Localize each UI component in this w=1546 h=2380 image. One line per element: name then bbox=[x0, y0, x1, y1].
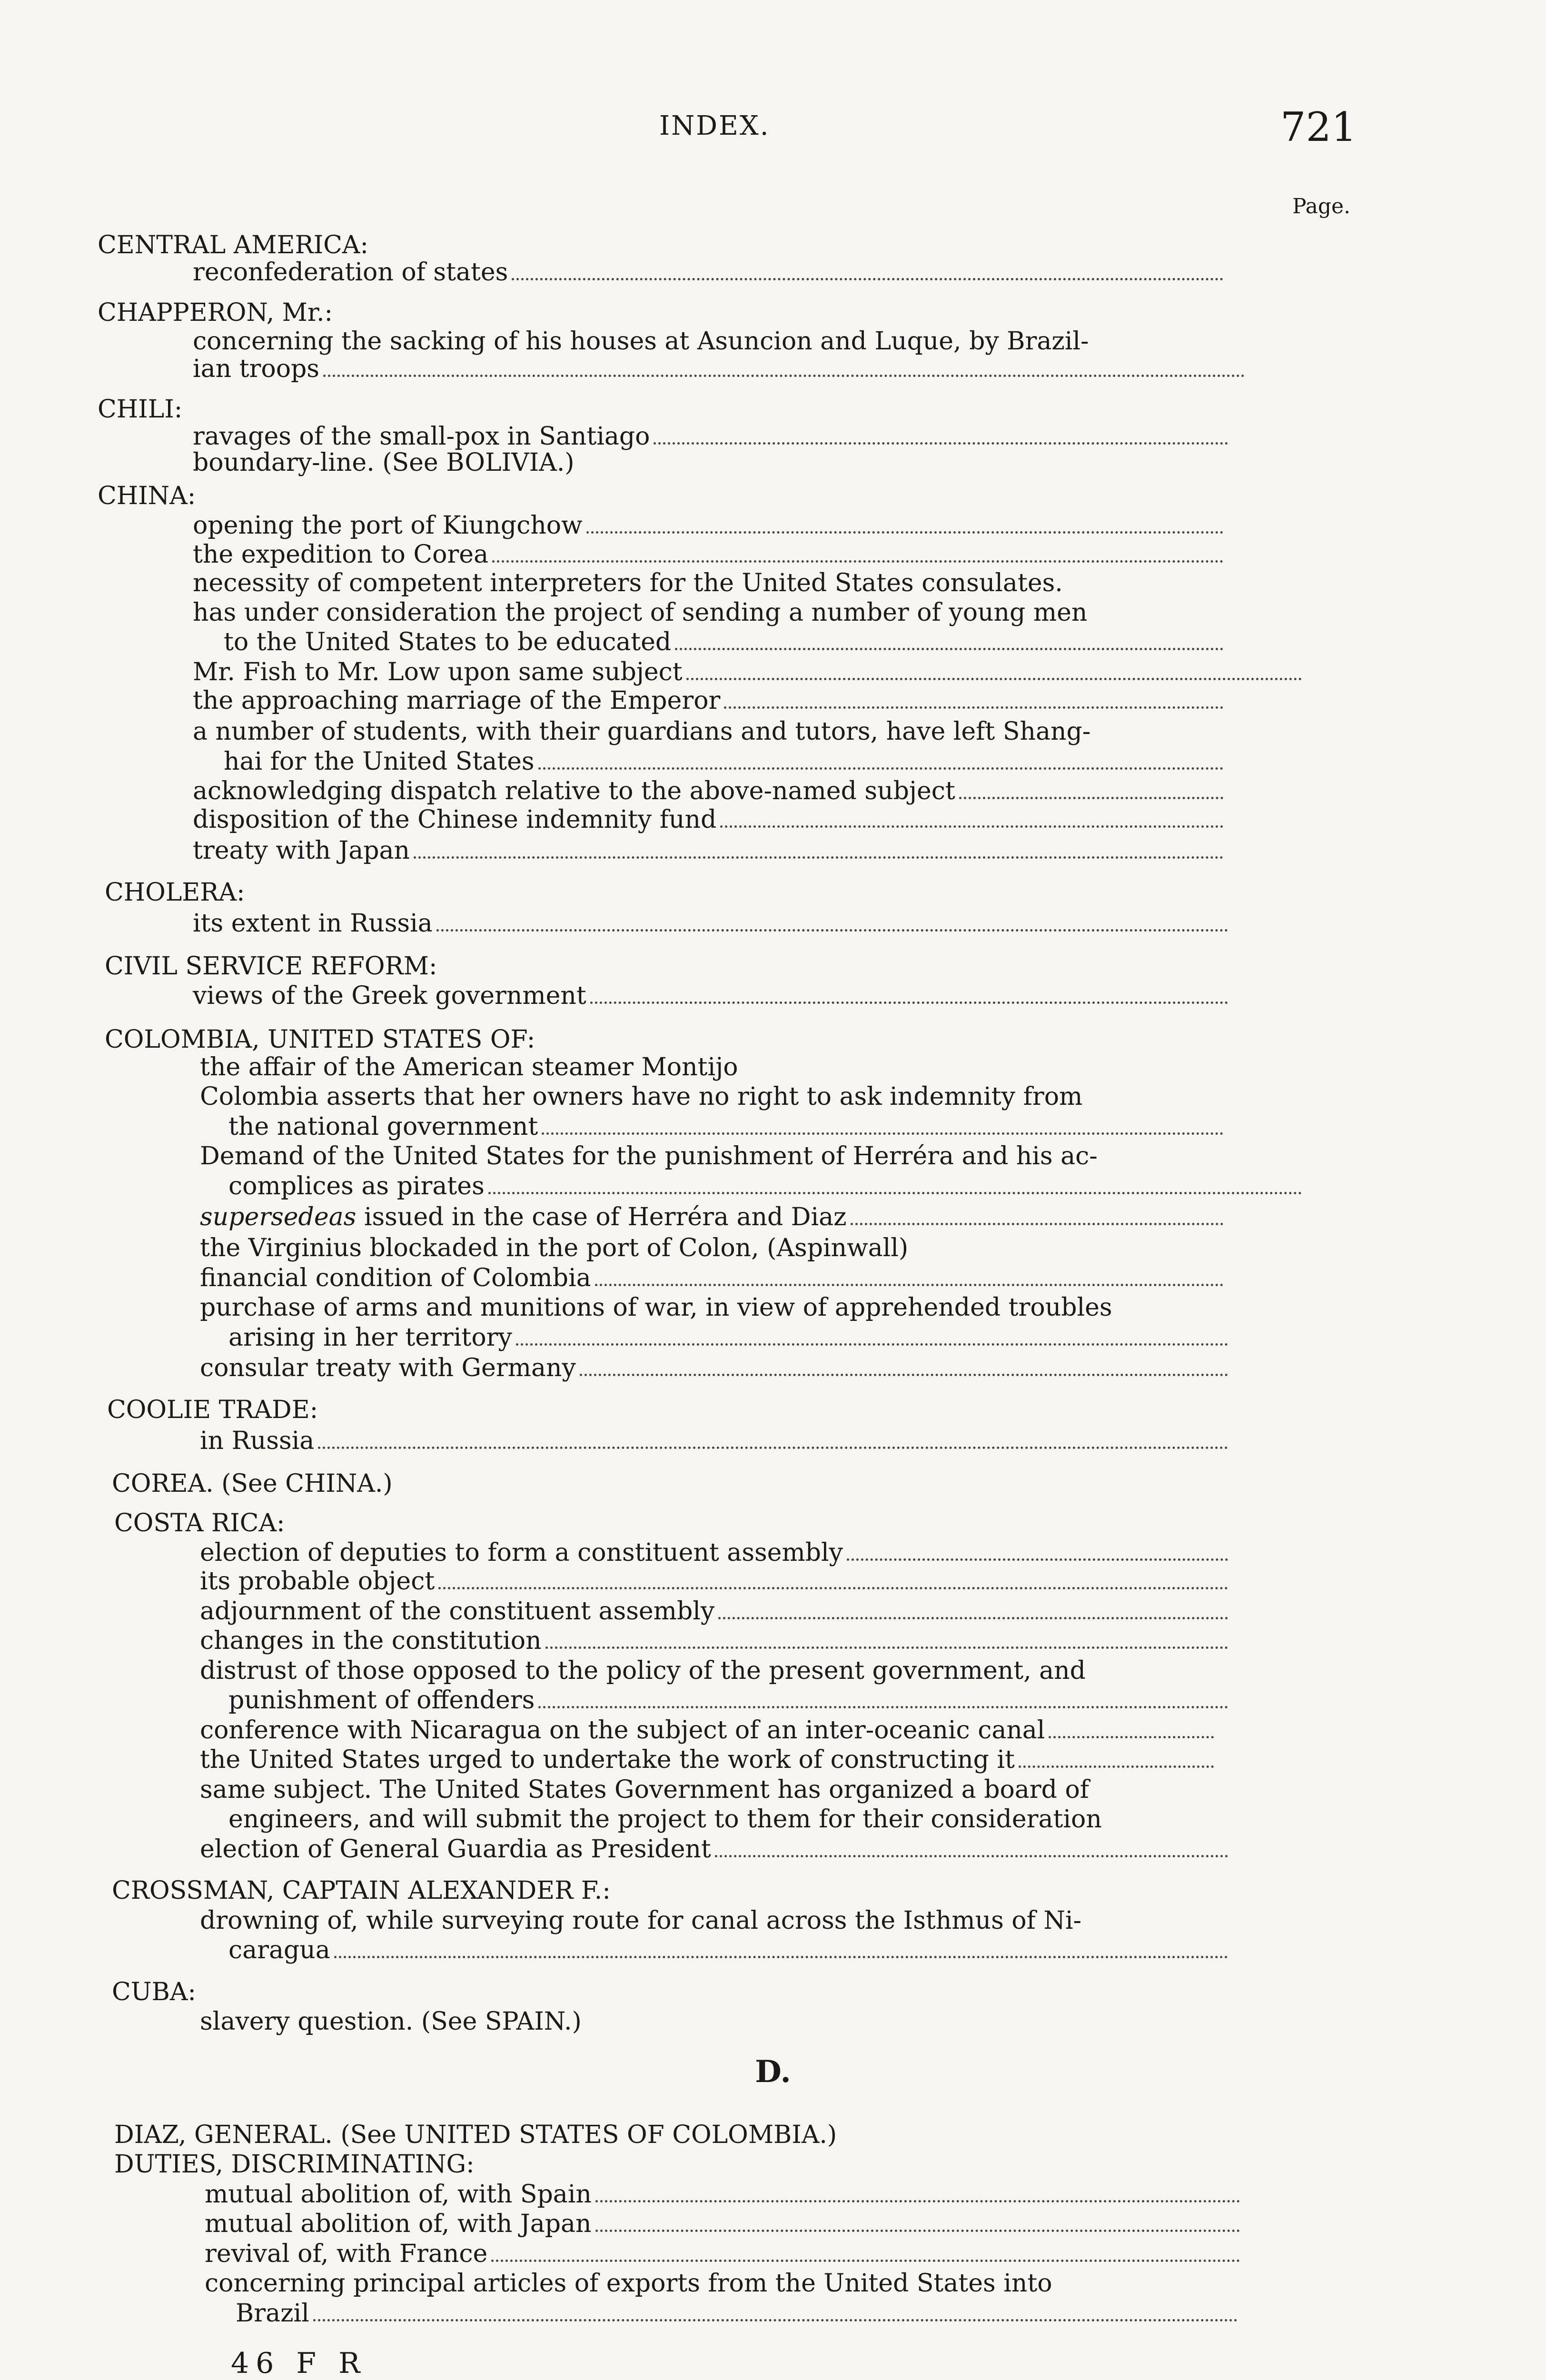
index-entry-line bbox=[193, 326, 1089, 357]
entry-text: acknowledging dispatch relative to the above-named subject bbox=[193, 777, 955, 805]
section-letter: D. bbox=[755, 2054, 791, 2090]
entry-text: to the United States to be educated bbox=[224, 628, 672, 656]
entry-text: views of the Greek government bbox=[193, 982, 586, 1010]
index-entry-line bbox=[98, 230, 368, 260]
index-entry-line bbox=[193, 981, 1233, 1011]
index-entry-line bbox=[200, 1656, 1086, 1686]
entry-text: adjournment of the constituent assembly bbox=[200, 1597, 715, 1626]
entry-text: complices as pirates bbox=[228, 1172, 485, 1200]
entry-text: CHAPPERON, Mr.: bbox=[98, 298, 333, 327]
dot-leader bbox=[414, 856, 1223, 859]
entry-text: opening the port of Kiungchow bbox=[193, 511, 583, 540]
entry-text: the affair of the American steamer Montijo bbox=[200, 1053, 738, 1081]
index-entry-line bbox=[200, 1353, 1233, 1383]
dot-leader bbox=[542, 1132, 1223, 1135]
entry-text: DUTIES, DISCRIMINATING: bbox=[114, 2150, 475, 2179]
index-entry-line bbox=[200, 1263, 1228, 1293]
index-entry-line bbox=[205, 2209, 1245, 2239]
index-entry-line bbox=[193, 908, 1233, 939]
dot-leader bbox=[715, 1855, 1228, 1857]
index-entry-line bbox=[200, 1141, 1098, 1171]
dot-leader bbox=[512, 278, 1223, 280]
index-entry-line bbox=[193, 597, 1087, 628]
index-entry-line bbox=[193, 447, 575, 478]
index-entry-line bbox=[228, 1111, 1228, 1142]
index-entry-line bbox=[114, 2149, 475, 2180]
index-entry-line bbox=[114, 1508, 285, 1538]
entry-text: ian troops bbox=[193, 355, 319, 383]
index-entry-line bbox=[193, 539, 1228, 570]
dot-leader bbox=[847, 1558, 1228, 1561]
entry-text: the Virginius blockaded in the port of Colon, (Aspinwall) bbox=[200, 1234, 909, 1262]
index-entry-line bbox=[193, 657, 1307, 687]
index-entry-line bbox=[112, 1468, 393, 1499]
index-entry-line bbox=[98, 481, 196, 511]
entry-text: Mr. Fish to Mr. Low upon same subject bbox=[193, 658, 683, 686]
dot-leader bbox=[595, 2230, 1240, 2232]
index-entry-line bbox=[200, 1081, 1082, 1112]
index-entry-line bbox=[112, 1875, 611, 1906]
page-column-label: Page. bbox=[1292, 194, 1351, 218]
entry-text: supersedeas issued in the case of Herréra and Diaz bbox=[200, 1203, 847, 1231]
dot-leader bbox=[488, 1192, 1302, 1194]
index-entry-line bbox=[200, 2006, 582, 2037]
index-entry-line bbox=[193, 776, 1228, 806]
entry-text: has under consideration the project of sending a number of young men bbox=[193, 598, 1088, 627]
dot-leader bbox=[438, 1587, 1228, 1589]
index-entry-line bbox=[193, 354, 1249, 384]
index-entry-line bbox=[200, 1426, 1233, 1456]
dot-leader bbox=[720, 825, 1223, 828]
entry-text: Brazil bbox=[236, 2299, 309, 2328]
entry-text: its probable object bbox=[200, 1567, 435, 1596]
page-number: 721 bbox=[1280, 104, 1357, 150]
index-entry-line bbox=[228, 1935, 1233, 1965]
index-entry-line bbox=[200, 1052, 738, 1082]
entry-text: DIAZ, GENERAL. (See UNITED STATES OF COLOMBIA.) bbox=[114, 2121, 837, 2149]
dot-leader bbox=[545, 1646, 1228, 1649]
index-entry-line bbox=[228, 1322, 1233, 1353]
entry-text: mutual abolition of, with Spain bbox=[205, 2180, 592, 2209]
entry-text: concerning principal articles of exports from the United States into bbox=[205, 2269, 1052, 2298]
index-entry-line bbox=[200, 1233, 908, 1263]
index-entry-line bbox=[193, 716, 1090, 747]
entry-italic-text: supersedeas bbox=[200, 1203, 357, 1231]
index-entry-line bbox=[193, 685, 1228, 716]
dot-leader bbox=[491, 2260, 1240, 2262]
dot-leader bbox=[586, 531, 1223, 534]
index-entry-line bbox=[200, 1596, 1233, 1626]
index-entry-line bbox=[236, 2298, 1242, 2329]
dot-leader bbox=[538, 1706, 1228, 1708]
dot-leader bbox=[851, 1223, 1224, 1225]
entry-text: COSTA RICA: bbox=[114, 1509, 285, 1537]
dot-leader bbox=[334, 1956, 1228, 1958]
entry-text: the national government bbox=[228, 1112, 538, 1141]
index-entry-line bbox=[200, 1715, 1219, 1745]
entry-text: consular treaty with Germany bbox=[200, 1354, 576, 1382]
entry-text: conference with Nicaragua on the subject of an inter-oceanic canal bbox=[200, 1716, 1045, 1745]
dot-leader bbox=[959, 797, 1223, 799]
dot-leader bbox=[1049, 1736, 1214, 1738]
entry-text: concerning the sacking of his houses at Asuncion and Luque, by Brazil- bbox=[193, 327, 1089, 356]
index-entry-line bbox=[107, 1395, 318, 1425]
index-entry-line bbox=[224, 746, 1228, 777]
index-entry-line bbox=[228, 1171, 1307, 1201]
entry-text: the United States urged to undertake the work of constructing it bbox=[200, 1745, 1015, 1774]
entry-text: Demand of the United States for the punishment of Herréra and his ac- bbox=[200, 1142, 1098, 1170]
entry-text: treaty with Japan bbox=[193, 836, 410, 865]
entry-text: in Russia bbox=[200, 1427, 315, 1455]
index-entry-line bbox=[200, 1292, 1112, 1323]
entry-text: ravages of the small-pox in Santiago bbox=[193, 422, 650, 451]
dot-leader bbox=[1019, 1765, 1214, 1768]
index-entry-line bbox=[193, 804, 1228, 835]
entry-text: changes in the constitution bbox=[200, 1626, 542, 1655]
entry-text: revival of, with France bbox=[205, 2240, 488, 2268]
index-entry-line bbox=[98, 298, 333, 328]
entry-text: CHILI: bbox=[98, 395, 183, 424]
entry-text: COREA. (See CHINA.) bbox=[112, 1469, 393, 1498]
index-entry-line bbox=[200, 1626, 1233, 1656]
dot-leader bbox=[590, 1002, 1228, 1004]
signature-mark: 46 F R bbox=[231, 2347, 367, 2380]
index-entry-line bbox=[193, 568, 1063, 598]
index-entry-line bbox=[200, 1202, 1228, 1232]
dot-leader bbox=[516, 1343, 1228, 1346]
index-entry-line bbox=[200, 1905, 1081, 1936]
entry-text: CHINA: bbox=[98, 482, 196, 510]
entry-text: its extent in Russia bbox=[193, 909, 433, 938]
entry-text: CHOLERA: bbox=[105, 878, 245, 907]
index-entry-line bbox=[200, 1566, 1233, 1597]
entry-text: the expedition to Corea bbox=[193, 540, 489, 569]
dot-leader bbox=[718, 1617, 1228, 1619]
entry-text: arising in her territory bbox=[228, 1323, 512, 1352]
entry-text: slavery question. (See SPAIN.) bbox=[200, 2007, 582, 2036]
index-entry-line bbox=[224, 627, 1228, 657]
dot-leader bbox=[323, 375, 1245, 377]
entry-text: CROSSMAN, CAPTAIN ALEXANDER F.: bbox=[112, 1876, 611, 1905]
entry-text: CENTRAL AMERICA: bbox=[98, 231, 369, 259]
entry-text: same subject. The United States Government has organized a board of bbox=[200, 1775, 1090, 1804]
entry-text: CIVIL SERVICE REFORM: bbox=[105, 952, 437, 981]
index-entry-line bbox=[200, 1745, 1219, 1775]
index-entry-line bbox=[228, 1685, 1233, 1716]
index-entry-line bbox=[112, 1977, 196, 2007]
dot-leader bbox=[595, 1284, 1223, 1286]
dot-leader bbox=[675, 648, 1223, 650]
entry-text: caragua bbox=[228, 1936, 330, 1964]
entry-text: CUBA: bbox=[112, 1978, 196, 2006]
index-entry-line bbox=[105, 1024, 535, 1055]
dot-leader bbox=[595, 2200, 1240, 2202]
dot-leader bbox=[492, 560, 1223, 563]
entry-text: COOLIE TRADE: bbox=[107, 1396, 318, 1424]
index-entry-line bbox=[105, 951, 437, 982]
entry-text: necessity of competent interpreters for the United States consulates. bbox=[193, 569, 1063, 597]
index-entry-line bbox=[193, 257, 1228, 288]
dot-leader bbox=[313, 2319, 1238, 2321]
index-entry-line bbox=[200, 1537, 1233, 1568]
entry-text: punishment of offenders bbox=[228, 1686, 535, 1715]
index-entry-line bbox=[200, 1834, 1233, 1864]
entry-text: election of deputies to form a constituent assembly bbox=[200, 1538, 843, 1567]
index-entry-line bbox=[205, 2179, 1245, 2210]
dot-leader bbox=[538, 767, 1223, 770]
index-entry-line bbox=[114, 2120, 837, 2150]
entry-text: boundary-line. (See BOLIVIA.) bbox=[193, 448, 575, 477]
dot-leader bbox=[318, 1447, 1228, 1449]
entry-text: the approaching marriage of the Emperor bbox=[193, 686, 721, 715]
index-entry-line bbox=[105, 877, 245, 908]
dot-leader bbox=[724, 706, 1223, 709]
dot-leader bbox=[436, 929, 1228, 932]
index-entry-line bbox=[205, 2239, 1245, 2269]
entry-text: Colombia asserts that her owners have no right to ask indemnity from bbox=[200, 1082, 1083, 1111]
index-entry-line bbox=[98, 394, 182, 425]
dot-leader bbox=[580, 1374, 1228, 1376]
entry-text: drowning of, while surveying route for canal across the Isthmus of Ni- bbox=[200, 1906, 1082, 1935]
entry-text: reconfederation of states bbox=[193, 258, 508, 287]
index-entry-line bbox=[193, 510, 1228, 541]
entry-text: distrust of those opposed to the policy of the present government, and bbox=[200, 1656, 1086, 1685]
entry-text: financial condition of Colombia bbox=[200, 1264, 591, 1292]
index-entry-line bbox=[205, 2268, 1052, 2299]
index-entry-line bbox=[228, 1804, 1102, 1835]
entry-text: election of General Guardia as President bbox=[200, 1835, 711, 1864]
dot-leader bbox=[686, 678, 1302, 680]
entry-text: hai for the United States bbox=[224, 747, 535, 776]
entry-text: mutual abolition of, with Japan bbox=[205, 2210, 592, 2238]
entry-text: COLOMBIA, UNITED STATES OF: bbox=[105, 1025, 535, 1054]
entry-text: engineers, and will submit the project to them for their consideration bbox=[228, 1805, 1102, 1834]
entry-text: disposition of the Chinese indemnity fund bbox=[193, 805, 717, 834]
entry-text: purchase of arms and munitions of war, in view of apprehended troubles bbox=[200, 1293, 1112, 1322]
entry-text: a number of students, with their guardians and tutors, have left Shang- bbox=[193, 717, 1091, 746]
index-entry-line bbox=[193, 835, 1228, 866]
dot-leader bbox=[654, 442, 1228, 445]
running-head: INDEX. bbox=[659, 110, 770, 141]
index-entry-line bbox=[200, 1775, 1089, 1805]
